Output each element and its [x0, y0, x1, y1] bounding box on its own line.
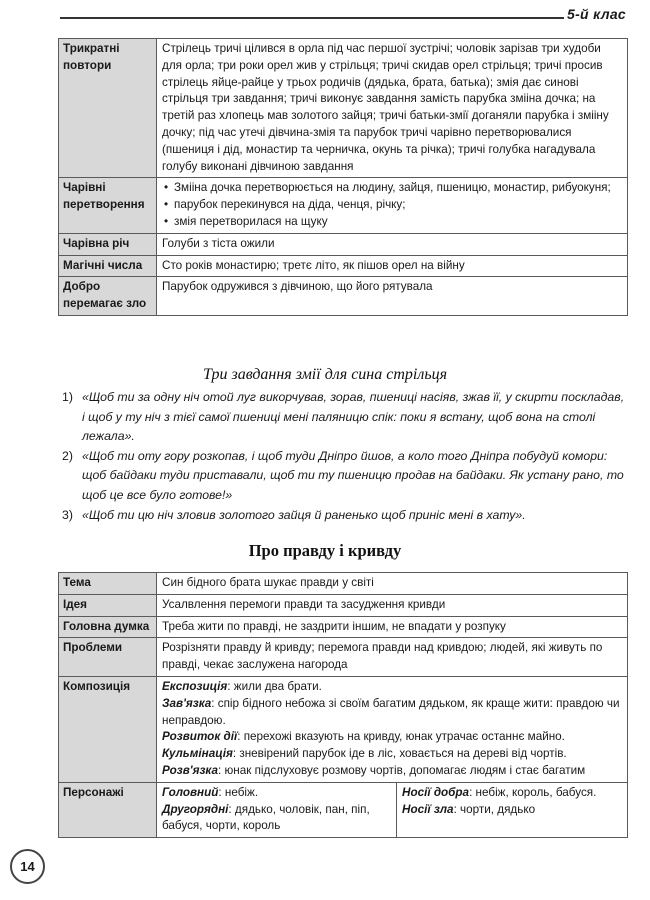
transformations-list — [162, 180, 621, 230]
row-label: Проблеми — [59, 638, 157, 677]
part-text: : спір бідного небожа зі своїм багатим дядьком, як краще жити: правдою чи неправдою. — [162, 696, 620, 727]
characters-moral-column — [397, 783, 627, 837]
row-value: Парубок одружився з дівчиною, що його рятувала — [157, 277, 628, 316]
table-row — [59, 39, 628, 178]
part-text: : зневірений парубок іде в ліс, ховається на дереві від чортів. — [232, 747, 567, 761]
table-row — [59, 573, 628, 595]
item-text: «Щоб ти цю ніч зловив золотого зайця й раненько щоб приніс мені в хату». — [82, 507, 526, 522]
part-term: Розв'язка — [162, 763, 218, 777]
part-term: Експозиція — [162, 679, 228, 693]
list-item: • Змііна дочка перетворюється на людину, зайця, пшеницю, монастир, рибуокуня; — [162, 180, 621, 197]
term: Носії зла — [402, 802, 454, 816]
row-value: Треба жити по правді, не заздрити іншим, не впадати у розпуку — [157, 616, 628, 638]
item-number: 3) — [62, 507, 73, 522]
header-rule — [60, 17, 564, 19]
row-value: Голуби з тіста ожили — [157, 233, 628, 255]
tasks-heading: Три завдання змії для сина стрільця — [202, 366, 448, 383]
row-value: Розрізняти правду й кривду; перемога правди над кривдою; людей, які живуть по правді, чекає заслужена нагорода — [157, 638, 628, 677]
composition-part — [162, 696, 621, 730]
tasks-list — [62, 388, 628, 525]
characters-cell — [157, 782, 628, 837]
list-item — [62, 447, 628, 506]
term: Другорядні — [162, 802, 229, 816]
part-text: : жили два брати. — [227, 679, 322, 693]
list-item: • парубок перекинувся на діда, ченця, річку; — [162, 197, 621, 214]
part-text: : юнак підслуховує розмову чортів, допомагає людям і стає багатим — [218, 763, 586, 777]
row-label: Чарівна річ — [59, 233, 157, 255]
table-row — [59, 616, 628, 638]
item-number: 2) — [62, 448, 73, 463]
composition-part — [162, 763, 621, 780]
table-row — [59, 638, 628, 677]
table-row — [59, 782, 628, 837]
list-item: • змія перетворилася на щуку — [162, 214, 621, 231]
composition-part — [162, 679, 621, 696]
list-item — [62, 388, 628, 447]
part-term: Розвиток дії — [162, 730, 238, 744]
tale-analysis-table — [58, 572, 628, 838]
row-value: Стрілець тричі цілився в орла під час першої зустрічі; чоловік зарізав три худоби для орла; три роки орел жив у стрільця; тричі скидав орел стрільця; тричі просив стрілець яйце-райце у трьох родичів (дядька, брата, батька); змія дає синові стрільця три завдання; тричі виконує завдання замість парубка змііна дочка; на третій раз хлопець мав золотого зайця; тричі батьки-змії доганяли парубка і змііну дочку; під час утечі дівчина-змія та парубок тричі чарівно перетворювалися (пшениця і дід, монастир та черничка, окунь та річка); тричі голубка нагадувала голубу виконані дівчиною завдання — [157, 39, 628, 178]
value: : чорти, дядько — [453, 802, 536, 816]
row-label: Добро перемагає зло — [59, 277, 157, 316]
part-term: Зав'язка — [162, 696, 212, 710]
page-number: 14 — [10, 849, 45, 884]
row-value: Усалвлення перемоги правди та засудження кривди — [157, 594, 628, 616]
evil-characters — [402, 802, 621, 819]
table-row — [59, 255, 628, 277]
composition-cell — [157, 676, 628, 782]
term: Носії добра — [402, 785, 470, 799]
row-label: Головна думка — [59, 616, 157, 638]
list-item — [62, 506, 628, 526]
main-character — [162, 785, 390, 802]
secondary-characters — [162, 802, 390, 836]
value: : дядько, чоловік, пан, піп, бабуся, чорти, король — [162, 802, 370, 833]
item-text: «Щоб ти за одну ніч отой луг викорчував, зорав, пшениці насіяв, зжав її, у скирти поскладав, і щоб у ту ніч з тієї самої пшениці мені паляницю спік: поки я встану, щоб вона на столі лежала». — [82, 390, 625, 444]
value: : небіж, король, бабуся. — [469, 785, 597, 799]
item-number: 1) — [62, 390, 73, 404]
row-label: Ідея — [59, 594, 157, 616]
part-term: Кульмінація — [162, 747, 233, 761]
row-label: Тема — [59, 573, 157, 595]
value: : небіж. — [218, 785, 259, 799]
row-label: Трикратні повтори — [59, 39, 157, 178]
table-row — [59, 233, 628, 255]
characters-grid — [157, 783, 627, 837]
composition-part — [162, 729, 621, 746]
table-row — [59, 594, 628, 616]
row-value — [157, 178, 628, 233]
good-characters — [402, 785, 621, 802]
row-value: Сто років монастирю; третє літо, як пішов орел на війну — [157, 255, 628, 277]
row-label: Чарівні перетворення — [59, 178, 157, 233]
row-value: Син бідного брата шукає правди у світі — [157, 573, 628, 595]
composition-part — [162, 746, 621, 763]
row-label: Композиція — [59, 676, 157, 782]
part-text: : перехожі вказують на кривду, юнак утрачає останнє майно. — [237, 730, 565, 744]
term: Головний — [162, 785, 219, 799]
characters-main-column — [157, 783, 397, 837]
tale-features-table — [58, 38, 628, 316]
row-label: Персонажі — [59, 782, 157, 837]
item-text: «Щоб ти оту гору розкопав, і щоб туди Дніпро йшов, а коло того Дніпра побудуй комори: щоб байдаки туди приставали, щоб ти ту пшеницю продав на байдаки. Як устану рано, то щоб це все було готове!» — [82, 448, 624, 502]
tale-heading: Про правду і кривду — [248, 541, 402, 560]
grade-header: 5-й клас — [566, 6, 626, 22]
row-label: Магічні числа — [59, 255, 157, 277]
table-row — [59, 676, 628, 782]
table-row — [59, 178, 628, 233]
table-row — [59, 277, 628, 316]
